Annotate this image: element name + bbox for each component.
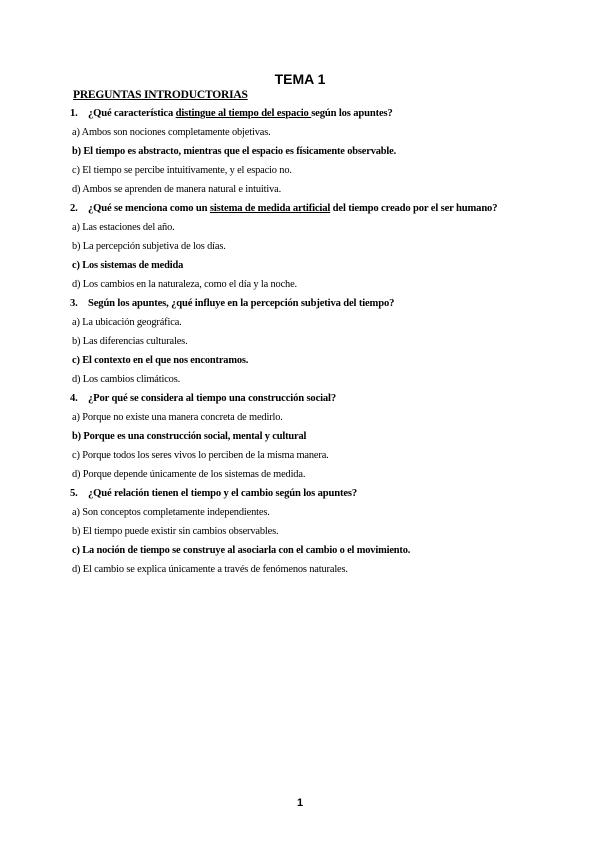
option-1a: a) Ambos son nociones completamente objetivas. — [72, 127, 271, 138]
option-1b-correct: b) El tiempo es abstracto, mientras que el espacio es físicamente observable. — [72, 146, 397, 157]
question-text: ¿Por qué se considera al tiempo una construcción social? — [88, 393, 337, 404]
question-number: 1. — [70, 108, 78, 119]
question-2 — [70, 202, 532, 216]
option-2a: a) Las estaciones del año. — [72, 222, 175, 233]
question-number: 4. — [70, 393, 78, 404]
option-1d: d) Ambos se aprenden de manera natural e intuitiva. — [72, 184, 282, 195]
question-number: 3. — [70, 298, 78, 309]
option-3b: b) Las diferencias culturales. — [72, 336, 188, 347]
option-3a: a) La ubicación geográfica. — [72, 317, 182, 328]
option-2c-correct: c) Los sistemas de medida — [72, 260, 184, 271]
question-3 — [70, 297, 532, 311]
question-text — [88, 107, 532, 121]
page-title: TEMA 1 — [274, 71, 326, 87]
option-5b: b) El tiempo puede existir sin cambios observables. — [72, 526, 279, 537]
question-text-part: ¿Qué se menciona como un — [88, 203, 210, 214]
option-4a: a) Porque no existe una manera concreta de medirlo. — [72, 412, 283, 423]
option-4d: d) Porque depende únicamente de los sistemas de medida. — [72, 469, 306, 480]
section-heading: PREGUNTAS INTRODUCTORIAS — [73, 89, 248, 101]
question-underlined-term: distingue al tiempo del espacio — [175, 108, 312, 119]
option-3d: d) Los cambios climáticos. — [72, 374, 181, 385]
question-number: 2. — [70, 203, 78, 214]
option-1c: c) El tiempo se percibe intuitivamente, y el espacio no. — [72, 165, 292, 176]
question-4 — [70, 392, 532, 406]
question-text: ¿Qué relación tienen el tiempo y el cambio según los apuntes? — [88, 488, 358, 499]
questions-list — [70, 107, 532, 582]
option-5a: a) Son conceptos completamente independientes. — [72, 507, 270, 518]
question-text-part: ¿Qué característica — [88, 108, 176, 119]
option-2d: d) Los cambios en la naturaleza, como el día y la noche. — [72, 279, 298, 290]
option-4b-correct: b) Porque es una construcción social, mental y cultural — [72, 431, 307, 442]
option-3c-correct: c) El contexto en el que nos encontramos. — [72, 355, 249, 366]
option-5c-correct: c) La noción de tiempo se construye al asociarla con el cambio o el movimiento. — [72, 545, 411, 556]
question-1 — [70, 107, 532, 121]
option-2b: b) La percepción subjetiva de los días. — [72, 241, 226, 252]
option-5d: d) El cambio se explica únicamente a través de fenómenos naturales. — [72, 564, 348, 575]
question-text-part: del tiempo creado por el ser humano? — [330, 203, 498, 214]
question-underlined-term: sistema de medida artificial — [209, 203, 331, 214]
question-text-part: según los apuntes? — [311, 108, 393, 119]
question-text — [88, 202, 532, 216]
page-number: 1 — [296, 797, 304, 809]
question-number: 5. — [70, 488, 78, 499]
option-4c: c) Porque todos los seres vivos lo perciben de la misma manera. — [72, 450, 329, 461]
question-5 — [70, 487, 532, 501]
question-text: Según los apuntes, ¿qué influye en la percepción subjetiva del tiempo? — [88, 298, 395, 309]
